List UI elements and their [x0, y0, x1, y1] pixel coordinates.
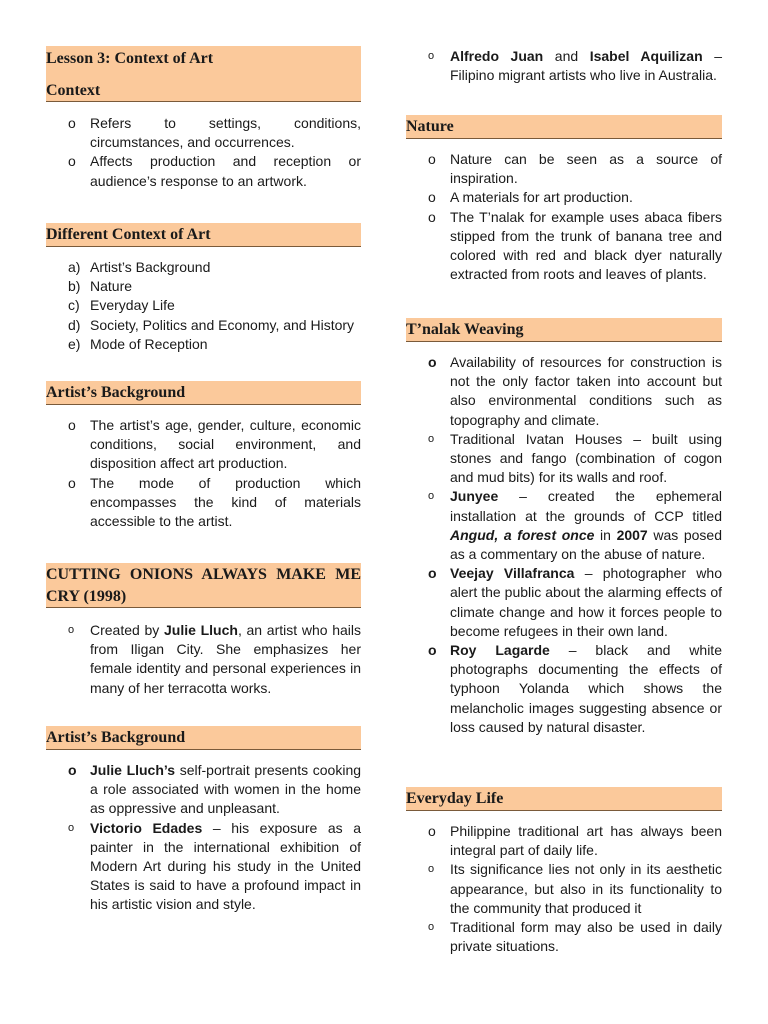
context-list	[46, 114, 361, 191]
hollow-bullet-icon: o	[428, 151, 436, 167]
hollow-bullet-icon: o	[68, 153, 76, 170]
nature-list	[406, 150, 722, 284]
artists-background-list-2	[46, 761, 361, 915]
hollow-bullet-icon: o	[428, 823, 436, 839]
migrant-artists-list	[406, 47, 722, 85]
list-item: o Junyee – created the ephemeral installation at the grounds of CCP titled Angud, a forest once in 2007 was posed as a commentary on the abuse of nature.	[428, 488, 722, 563]
different-context-heading: Different Context of Art	[46, 223, 361, 247]
lesson-header	[46, 46, 361, 102]
hollow-bullet-icon: o	[428, 642, 437, 659]
list-item: o Nature can be seen as a source of inspiration.	[428, 151, 722, 187]
list-item: e) Mode of Reception	[68, 335, 208, 352]
nature-heading: Nature	[406, 115, 722, 139]
hollow-bullet-icon: o	[68, 624, 75, 636]
hollow-bullet-icon: o	[428, 50, 435, 62]
hollow-bullet-icon: o	[428, 921, 435, 934]
hollow-bullet-icon: o	[428, 432, 435, 445]
different-context-list	[46, 258, 361, 354]
list-item: o A materials for art production.	[406, 188, 722, 207]
everyday-life-heading: Everyday Life	[406, 787, 722, 811]
hollow-bullet-icon: o	[428, 863, 435, 876]
list-item: o Its significance lies not only in its aesthetic appearance, but also in its functionality to the community that produced it	[428, 861, 722, 916]
list-item: o Traditional form may also be used in daily private situations.	[428, 919, 722, 955]
list-item: c) Everyday Life	[68, 297, 175, 314]
list-item: o Created by Julie Lluch, an artist who hails from Iligan City. She emphasizes her female identity and personal experiences in many of her terracotta works.	[68, 622, 362, 696]
list-item: o Alfredo Juan and Isabel Aquilizan – Filipino migrant artists who live in Australia.	[428, 48, 722, 84]
hollow-bullet-icon: o	[68, 115, 76, 131]
list-item: o Julie Lluch’s self-portrait presents cooking a role associated with women in the home as oppressive and unpleasant.	[68, 762, 362, 817]
hollow-bullet-icon: o	[428, 208, 436, 225]
list-item: o Availability of resources for construction is not the only factor taken into account but also environmental conditions such as topography and climate.	[428, 354, 722, 428]
everyday-life-list	[406, 822, 722, 956]
hollow-bullet-icon: o	[428, 565, 437, 582]
list-item: o Veejay Villafranca – photographer who alert the public about the alarming effects of climate change and how it forces people to become refugees in their own land.	[428, 565, 722, 639]
list-item: o Victorio Edades – his exposure as a painter in the international exhibition of Modern Art during his study in the United States is said to have a profound impact in his artistic vision and style.	[68, 819, 361, 913]
hollow-bullet-icon: o	[68, 821, 75, 834]
cutting-onions-heading: CUTTING ONIONS ALWAYS MAKE ME CRY (1998)	[46, 563, 361, 608]
hollow-bullet-icon: o	[68, 417, 76, 433]
list-item: o Traditional Ivatan Houses – built using stones and fango (combination of cogon and mud bits) for its walls and roof.	[428, 430, 722, 486]
hollow-bullet-icon: o	[68, 762, 77, 778]
tnalak-list	[406, 353, 722, 737]
list-item: o Roy Lagarde – black and white photographs documenting the effects of typhoon Yolanda which shows the melancholic images suggesting absence or loss caused by natural disaster.	[428, 642, 722, 735]
hollow-bullet-icon: o	[428, 490, 435, 503]
hollow-bullet-icon: o	[428, 189, 436, 206]
context-heading: Context	[46, 82, 101, 99]
tnalak-heading: T’nalak Weaving	[406, 318, 722, 342]
list-item: o The artist’s age, gender, culture, economic conditions, social environment, and disposition affect art production.	[68, 417, 361, 472]
artists-background-heading: Artist’s Background	[46, 381, 361, 405]
artists-background-list	[46, 416, 361, 531]
list-item: a) Artist’s Background	[68, 259, 211, 275]
list-item: b) Nature	[68, 278, 133, 295]
artists-background-heading-2: Artist’s Background	[46, 726, 361, 750]
list-item: d) Society, Politics and Economy, and History	[68, 316, 355, 333]
list-item: o Philippine traditional art has always been integral part of daily life.	[428, 823, 722, 859]
cutting-onions-list	[46, 621, 361, 698]
hollow-bullet-icon: o	[428, 354, 437, 370]
lesson-title: Lesson 3: Context of Art	[46, 50, 214, 67]
hollow-bullet-icon: o	[68, 474, 76, 491]
list-item: o The mode of production which encompasses the kind of materials accessible to the artist.	[68, 474, 361, 530]
list-item: o Affects production and reception or audience’s response to an artwork.	[68, 153, 361, 189]
list-item: o Refers to settings, conditions, circumstances, and occurrences.	[68, 115, 361, 151]
list-item: o The T’nalak for example uses abaca fibers stipped from the trunk of banana tree and colored with red and black dyer naturally extracted from roots and leaves of plants.	[428, 208, 722, 283]
